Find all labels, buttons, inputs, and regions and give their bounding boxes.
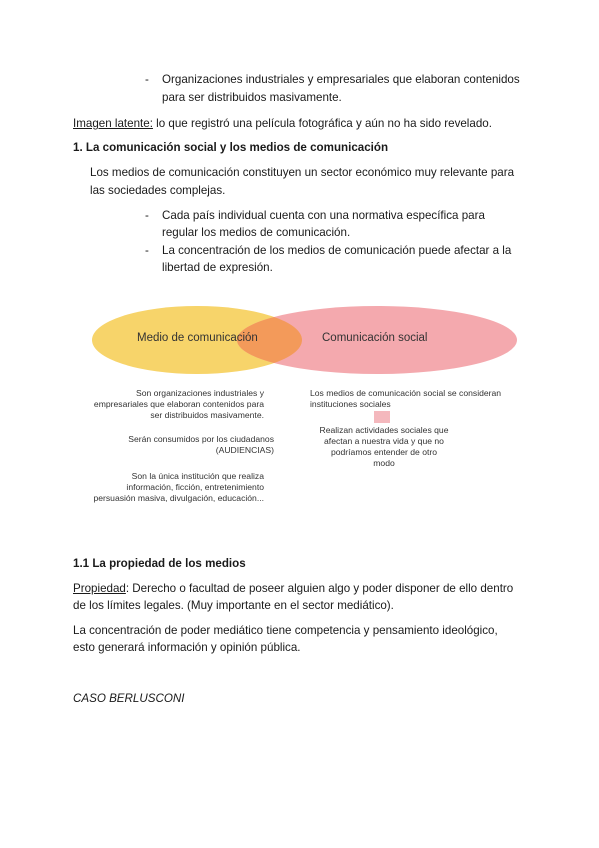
paragraph-line: La concentración de poder mediático tiene competencia y pensamiento ideológico,: [73, 624, 498, 637]
note-line: afectan a nuestra vida y que no: [324, 436, 444, 446]
bullet-text: para ser distribuidos masivamente.: [162, 91, 342, 104]
note-line: podríamos entender de otro: [330, 447, 438, 457]
latent-definition: [73, 115, 492, 132]
paragraph-line: esto generará información y opinión pública.: [73, 641, 301, 654]
note-line: ser distribuidos masivamente.: [150, 410, 264, 420]
note-line: Son organizaciones industriales y: [135, 388, 264, 398]
bullet-text: Organizaciones industriales y empresariales que elaboran contenidos: [162, 73, 520, 86]
note-left-1: [90, 388, 264, 421]
property-def: : Derecho o facultad de poseer alguien algo y poder disponer de ello dentro: [125, 582, 514, 595]
bullet-text: libertad de expresión.: [162, 261, 273, 274]
note-line: Los medios de comunicación social se consideran: [310, 388, 502, 398]
note-line: (AUDIENCIAS): [215, 445, 274, 455]
bullet-text: La concentración de los medios de comunicación puede afectar a la: [162, 244, 512, 257]
property-term: Propiedad: [73, 582, 126, 595]
bullet-text: regular los medios de comunicación.: [162, 226, 351, 239]
section-title: 1.1 La propiedad de los medios: [73, 557, 246, 570]
note-line: persuasión masiva, divulgación, educación...: [93, 493, 264, 503]
note-line: modo: [373, 458, 395, 468]
note-line: Serán consumidos por los ciudadanos: [128, 434, 274, 444]
bullet-dash: -: [145, 73, 149, 86]
venn-left-label: Medio de comunicación: [137, 332, 258, 344]
paragraph-line: de los límites legales. (Muy importante en el sector mediático).: [73, 599, 394, 612]
note-line: Realizan actividades sociales que: [319, 425, 449, 435]
paragraph-line: Los medios de comunicación constituyen un sector económico muy relevante para: [90, 166, 515, 179]
bullet-dash: -: [145, 209, 149, 222]
note-left-3: [80, 471, 264, 504]
note-right-2: [310, 425, 458, 469]
venn-right-label: Comunicación social: [322, 332, 428, 344]
latent-def: lo que registró una película fotográfica y aún no ha sido revelado.: [152, 117, 492, 130]
note-line: información, ficción, entretenimiento: [126, 482, 264, 492]
pink-marker: [374, 411, 390, 423]
note-line: Son la única institución que realiza: [131, 471, 264, 481]
note-line: empresariales que elaboran contenidos para: [93, 399, 264, 409]
case-heading: CASO BERLUSCONI: [73, 692, 185, 705]
note-line: instituciones sociales: [310, 399, 391, 409]
bullet-text: Cada país individual cuenta con una normativa específica para: [162, 209, 485, 222]
note-right-1: [310, 388, 530, 410]
section-title: 1. La comunicación social y los medios de comunicación: [73, 141, 389, 154]
latent-term: Imagen latente:: [73, 117, 153, 130]
property-definition: [73, 580, 513, 597]
note-left-2: [90, 434, 274, 456]
paragraph-line: las sociedades complejas.: [90, 184, 226, 197]
bullet-dash: -: [145, 244, 149, 257]
